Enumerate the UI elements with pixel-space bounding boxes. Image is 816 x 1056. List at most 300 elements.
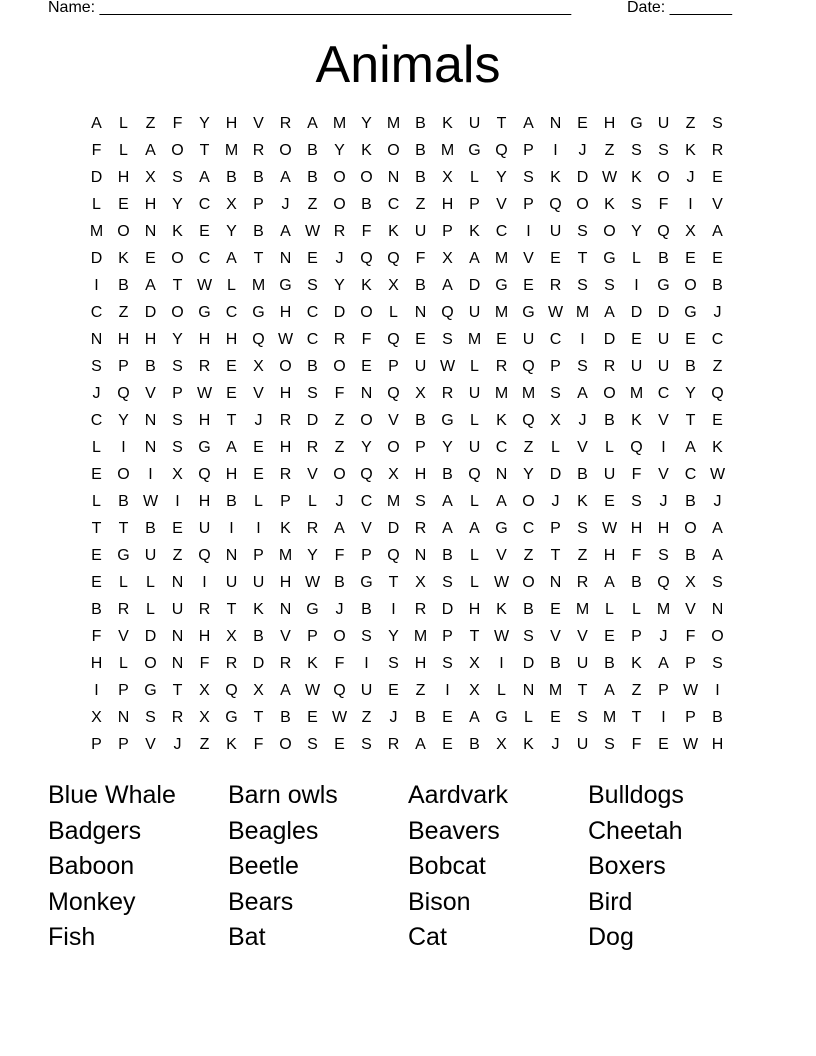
grid-letter: A <box>469 709 480 726</box>
grid-letter: O <box>684 520 697 537</box>
grid-letter: O <box>360 412 373 429</box>
grid-letter: I <box>580 331 585 348</box>
grid-letter: K <box>496 412 507 429</box>
grid-letter: C <box>657 385 670 402</box>
grid-letter: R <box>279 655 292 672</box>
grid-letter: Q <box>468 466 481 483</box>
grid-letter: D <box>387 520 400 537</box>
word-list-item: Dog <box>588 923 634 952</box>
word-list-item: Bobcat <box>408 852 486 881</box>
grid-letter: Z <box>145 115 156 132</box>
grid-letter: K <box>118 250 129 267</box>
grid-letter: P <box>118 682 129 699</box>
grid-letter: N <box>171 574 184 591</box>
grid-letter: O <box>171 250 184 267</box>
grid-letter: B <box>415 115 426 132</box>
word-list-item: Bulldogs <box>588 781 684 809</box>
grid-letter: C <box>711 331 724 348</box>
grid-letter: E <box>91 466 102 483</box>
grid-letter: F <box>361 223 372 240</box>
grid-letter: R <box>198 601 211 618</box>
grid-letter: G <box>603 250 616 267</box>
word-list-item: Beetle <box>228 852 299 881</box>
grid-letter: T <box>253 250 264 267</box>
grid-letter: V <box>658 466 669 483</box>
grid-letter: A <box>469 250 480 267</box>
grid-letter: E <box>442 736 453 753</box>
grid-letter: U <box>468 115 481 132</box>
grid-letter: B <box>604 655 615 672</box>
grid-letter: T <box>550 547 561 564</box>
grid-row <box>83 569 731 596</box>
grid-letter: W <box>547 304 564 321</box>
grid-letter: Y <box>226 223 237 240</box>
grid-letter: Q <box>495 142 508 159</box>
grid-letter: X <box>199 682 210 699</box>
grid-letter: J <box>335 250 344 267</box>
grid-letter: H <box>414 466 427 483</box>
grid-letter: Q <box>252 331 265 348</box>
grid-letter: U <box>468 439 481 456</box>
grid-letter: Q <box>360 250 373 267</box>
grid-letter: B <box>712 709 723 726</box>
grid-letter: M <box>440 142 455 159</box>
grid-row <box>83 623 731 650</box>
grid-letter: B <box>685 493 696 510</box>
grid-letter: G <box>279 277 292 294</box>
grid-letter: G <box>468 142 481 159</box>
grid-letter: J <box>335 601 344 618</box>
grid-letter: G <box>657 277 670 294</box>
grid-letter: T <box>469 628 480 645</box>
grid-letter: K <box>253 601 264 618</box>
grid-letter: O <box>387 142 400 159</box>
grid-row <box>83 299 731 326</box>
grid-letter: S <box>658 142 669 159</box>
grid-letter: T <box>577 250 588 267</box>
grid-letter: O <box>711 628 724 645</box>
grid-letter: L <box>632 250 641 267</box>
grid-letter: M <box>656 601 671 618</box>
grid-letter: I <box>553 142 558 159</box>
grid-letter: Y <box>361 115 372 132</box>
grid-letter: D <box>144 304 157 321</box>
grid-letter: C <box>90 412 103 429</box>
grid-letter: V <box>307 466 318 483</box>
grid-letter: S <box>523 169 534 186</box>
grid-row <box>83 272 731 299</box>
grid-letter: W <box>682 682 699 699</box>
grid-letter: B <box>442 547 453 564</box>
grid-letter: S <box>415 493 426 510</box>
grid-letter: P <box>658 682 669 699</box>
word-list-item: Fish <box>48 923 96 952</box>
word-list-item: Bat <box>228 923 266 952</box>
grid-letter: D <box>522 655 535 672</box>
grid-letter: H <box>198 412 211 429</box>
grid-letter: L <box>119 115 128 132</box>
grid-letter: G <box>252 304 265 321</box>
grid-letter: O <box>279 736 292 753</box>
grid-letter: K <box>172 223 183 240</box>
grid-letter: A <box>496 493 507 510</box>
grid-letter: S <box>442 331 453 348</box>
word-list-item: Blue Whale <box>48 781 176 809</box>
grid-letter: X <box>496 736 507 753</box>
grid-letter: K <box>577 493 588 510</box>
grid-letter: G <box>495 277 508 294</box>
grid-letter: B <box>361 601 372 618</box>
grid-letter: B <box>145 358 156 375</box>
grid-letter: N <box>414 304 427 321</box>
grid-letter: U <box>549 223 562 240</box>
grid-letter: I <box>499 655 504 672</box>
grid-letter: B <box>415 709 426 726</box>
grid-letter: L <box>551 439 560 456</box>
grid-letter: Q <box>117 385 130 402</box>
grid-letter: M <box>386 115 401 132</box>
grid-letter: P <box>550 520 561 537</box>
grid-letter: H <box>711 736 724 753</box>
grid-letter: V <box>253 115 264 132</box>
grid-letter: N <box>414 547 427 564</box>
grid-letter: O <box>603 223 616 240</box>
grid-letter: N <box>279 601 292 618</box>
grid-letter: P <box>307 628 318 645</box>
grid-letter: L <box>92 196 101 213</box>
grid-letter: U <box>468 304 481 321</box>
grid-letter: R <box>414 520 427 537</box>
grid-letter: Z <box>199 736 210 753</box>
grid-letter: E <box>712 169 723 186</box>
grid-letter: T <box>388 574 399 591</box>
grid-letter: E <box>307 709 318 726</box>
grid-letter: P <box>442 628 453 645</box>
grid-letter: I <box>661 709 666 726</box>
grid-letter: I <box>94 277 99 294</box>
grid-letter: B <box>577 466 588 483</box>
grid-letter: Y <box>361 439 372 456</box>
grid-letter: G <box>360 574 373 591</box>
grid-letter: I <box>661 439 666 456</box>
grid-letter: Y <box>685 385 696 402</box>
grid-letter: H <box>630 520 643 537</box>
grid-letter: I <box>445 682 450 699</box>
grid-letter: Z <box>334 412 345 429</box>
grid-letter: E <box>496 331 507 348</box>
grid-letter: P <box>118 736 129 753</box>
grid-letter: B <box>361 196 372 213</box>
grid-letter: T <box>199 142 210 159</box>
grid-letter: R <box>117 601 130 618</box>
grid-letter: E <box>91 547 102 564</box>
grid-letter: N <box>711 601 724 618</box>
grid-letter: V <box>658 412 669 429</box>
grid-letter: L <box>470 358 479 375</box>
grid-letter: V <box>361 520 372 537</box>
grid-letter: W <box>304 223 321 240</box>
grid-letter: W <box>277 331 294 348</box>
grid-letter: L <box>605 439 614 456</box>
grid-letter: A <box>145 277 156 294</box>
grid-letter: Q <box>630 439 643 456</box>
grid-letter: P <box>253 547 264 564</box>
grid-letter: V <box>577 628 588 645</box>
grid-letter: Q <box>360 466 373 483</box>
grid-letter: E <box>334 736 345 753</box>
grid-row <box>83 407 731 434</box>
grid-letter: G <box>630 115 643 132</box>
grid-row <box>83 515 731 542</box>
word-list-item: Cheetah <box>588 816 683 845</box>
grid-letter: X <box>685 574 696 591</box>
grid-letter: V <box>523 250 534 267</box>
grid-letter: J <box>551 493 560 510</box>
grid-letter: P <box>415 439 426 456</box>
grid-letter: N <box>522 682 535 699</box>
grid-letter: B <box>712 277 723 294</box>
grid-row <box>83 461 731 488</box>
grid-letter: K <box>631 655 642 672</box>
grid-letter: V <box>388 412 399 429</box>
grid-letter: Z <box>361 709 372 726</box>
grid-letter: Y <box>334 277 345 294</box>
grid-letter: Z <box>712 358 723 375</box>
grid-letter: A <box>145 142 156 159</box>
grid-letter: P <box>631 628 642 645</box>
grid-row <box>83 677 731 704</box>
grid-letter: L <box>119 655 128 672</box>
grid-letter: U <box>576 736 589 753</box>
grid-letter: B <box>550 655 561 672</box>
grid-letter: I <box>202 574 207 591</box>
grid-letter: X <box>226 628 237 645</box>
grid-letter: P <box>118 358 129 375</box>
grid-letter: E <box>253 439 264 456</box>
grid-letter: E <box>523 277 534 294</box>
grid-letter: A <box>685 439 696 456</box>
grid-row <box>83 218 731 245</box>
grid-letter: J <box>281 196 290 213</box>
page-title: Animals <box>315 36 501 94</box>
grid-letter: E <box>118 196 129 213</box>
grid-letter: C <box>684 466 697 483</box>
grid-letter: O <box>603 385 616 402</box>
grid-letter: S <box>658 547 669 564</box>
grid-letter: U <box>657 331 670 348</box>
grid-letter: R <box>711 142 724 159</box>
grid-letter: J <box>659 493 668 510</box>
grid-letter: Z <box>685 115 696 132</box>
grid-letter: Q <box>225 682 238 699</box>
grid-letter: F <box>658 196 669 213</box>
grid-letter: S <box>577 223 588 240</box>
grid-letter: F <box>334 385 345 402</box>
grid-letter: Z <box>118 304 129 321</box>
word-list-item: Bison <box>408 887 471 916</box>
grid-letter: V <box>118 628 129 645</box>
grid-letter: B <box>334 574 345 591</box>
grid-letter: Y <box>118 412 129 429</box>
grid-letter: I <box>526 223 531 240</box>
grid-row <box>83 596 731 623</box>
grid-letter: S <box>712 655 723 672</box>
grid-letter: J <box>713 304 722 321</box>
grid-letter: W <box>709 466 726 483</box>
grid-letter: H <box>603 115 616 132</box>
grid-letter: T <box>91 520 102 537</box>
grid-letter: A <box>280 223 291 240</box>
grid-letter: H <box>225 466 238 483</box>
grid-row <box>83 434 731 461</box>
grid-letter: I <box>148 466 153 483</box>
grid-letter: C <box>522 520 535 537</box>
word-list-item: Cat <box>408 923 447 952</box>
grid-letter: P <box>91 736 102 753</box>
header-line <box>48 0 732 18</box>
grid-letter: C <box>549 331 562 348</box>
grid-letter: L <box>470 412 479 429</box>
grid-letter: B <box>253 223 264 240</box>
grid-letter: X <box>91 709 102 726</box>
word-list-item: Bird <box>588 887 633 916</box>
grid-letter: R <box>279 412 292 429</box>
grid-letter: B <box>523 601 534 618</box>
grid-letter: O <box>117 466 130 483</box>
grid-letter: Z <box>415 682 426 699</box>
grid-letter: O <box>279 358 292 375</box>
grid-letter: M <box>602 709 617 726</box>
grid-letter: U <box>522 331 535 348</box>
grid-letter: E <box>631 331 642 348</box>
grid-letter: U <box>144 547 157 564</box>
grid-letter: H <box>198 331 211 348</box>
grid-letter: F <box>334 655 345 672</box>
grid-letter: S <box>604 736 615 753</box>
grid-letter: H <box>117 169 130 186</box>
grid-letter: Y <box>388 628 399 645</box>
grid-letter: E <box>145 250 156 267</box>
grid-letter: R <box>306 520 319 537</box>
grid-letter: R <box>279 115 292 132</box>
grid-letter: Y <box>199 115 210 132</box>
grid-letter: F <box>631 736 642 753</box>
grid-letter: H <box>90 655 103 672</box>
grid-letter: S <box>631 493 642 510</box>
grid-row <box>83 488 731 515</box>
grid-letter: Y <box>442 439 453 456</box>
grid-letter: B <box>226 169 237 186</box>
grid-letter: L <box>146 574 155 591</box>
grid-letter: C <box>198 250 211 267</box>
grid-letter: H <box>198 628 211 645</box>
grid-letter: Q <box>711 385 724 402</box>
grid-letter: K <box>631 412 642 429</box>
grid-letter: Y <box>307 547 318 564</box>
grid-letter: B <box>145 520 156 537</box>
grid-letter: O <box>576 196 589 213</box>
word-list-item: Barn owls <box>228 781 338 809</box>
grid-letter: U <box>657 115 670 132</box>
grid-letter: T <box>685 412 696 429</box>
grid-letter: A <box>334 520 345 537</box>
grid-letter: D <box>306 412 319 429</box>
grid-letter: F <box>253 736 264 753</box>
grid-letter: S <box>577 358 588 375</box>
grid-letter: E <box>172 520 183 537</box>
grid-letter: M <box>494 250 509 267</box>
grid-letter: D <box>252 655 265 672</box>
grid-letter: L <box>92 493 101 510</box>
grid-letter: M <box>278 547 293 564</box>
grid-letter: T <box>631 709 642 726</box>
grid-row <box>83 353 731 380</box>
grid-letter: H <box>279 574 292 591</box>
grid-letter: Z <box>307 196 318 213</box>
grid-letter: L <box>227 277 236 294</box>
grid-letter: D <box>576 169 589 186</box>
grid-letter: J <box>173 736 182 753</box>
word-list-item: Beagles <box>228 816 319 845</box>
grid-letter: Y <box>631 223 642 240</box>
grid-letter: U <box>630 358 643 375</box>
grid-letter: Q <box>522 358 535 375</box>
grid-letter: S <box>361 628 372 645</box>
name-field-label: Name: _____________________________________________________ <box>48 0 572 16</box>
grid-letter: M <box>467 331 482 348</box>
grid-letter: I <box>391 601 396 618</box>
grid-letter: S <box>631 196 642 213</box>
word-list-item: Beavers <box>408 816 500 845</box>
grid-letter: X <box>469 655 480 672</box>
grid-letter: G <box>117 547 130 564</box>
grid-letter: X <box>172 466 183 483</box>
grid-letter: S <box>712 115 723 132</box>
grid-letter: O <box>171 304 184 321</box>
grid-letter: I <box>364 655 369 672</box>
grid-letter: B <box>307 142 318 159</box>
grid-letter: A <box>226 250 237 267</box>
grid-letter: S <box>604 277 615 294</box>
grid-letter: U <box>657 358 670 375</box>
grid-letter: I <box>715 682 720 699</box>
grid-letter: C <box>495 223 508 240</box>
grid-letter: V <box>577 439 588 456</box>
grid-letter: U <box>171 601 184 618</box>
grid-letter: H <box>468 601 481 618</box>
grid-letter: P <box>550 358 561 375</box>
grid-letter: I <box>229 520 234 537</box>
grid-letter: E <box>226 358 237 375</box>
grid-letter: O <box>522 574 535 591</box>
grid-letter: E <box>685 331 696 348</box>
grid-letter: S <box>172 412 183 429</box>
grid-letter: R <box>414 601 427 618</box>
grid-letter: J <box>254 412 263 429</box>
grid-letter: L <box>92 439 101 456</box>
grid-letter: E <box>307 250 318 267</box>
grid-letter: A <box>199 169 210 186</box>
grid-letter: L <box>605 601 614 618</box>
grid-letter: A <box>604 304 615 321</box>
grid-letter: B <box>118 493 129 510</box>
grid-letter: X <box>145 169 156 186</box>
grid-row <box>83 542 731 569</box>
grid-letter: X <box>253 358 264 375</box>
grid-letter: R <box>549 277 562 294</box>
grid-letter: R <box>171 709 184 726</box>
grid-letter: M <box>494 385 509 402</box>
